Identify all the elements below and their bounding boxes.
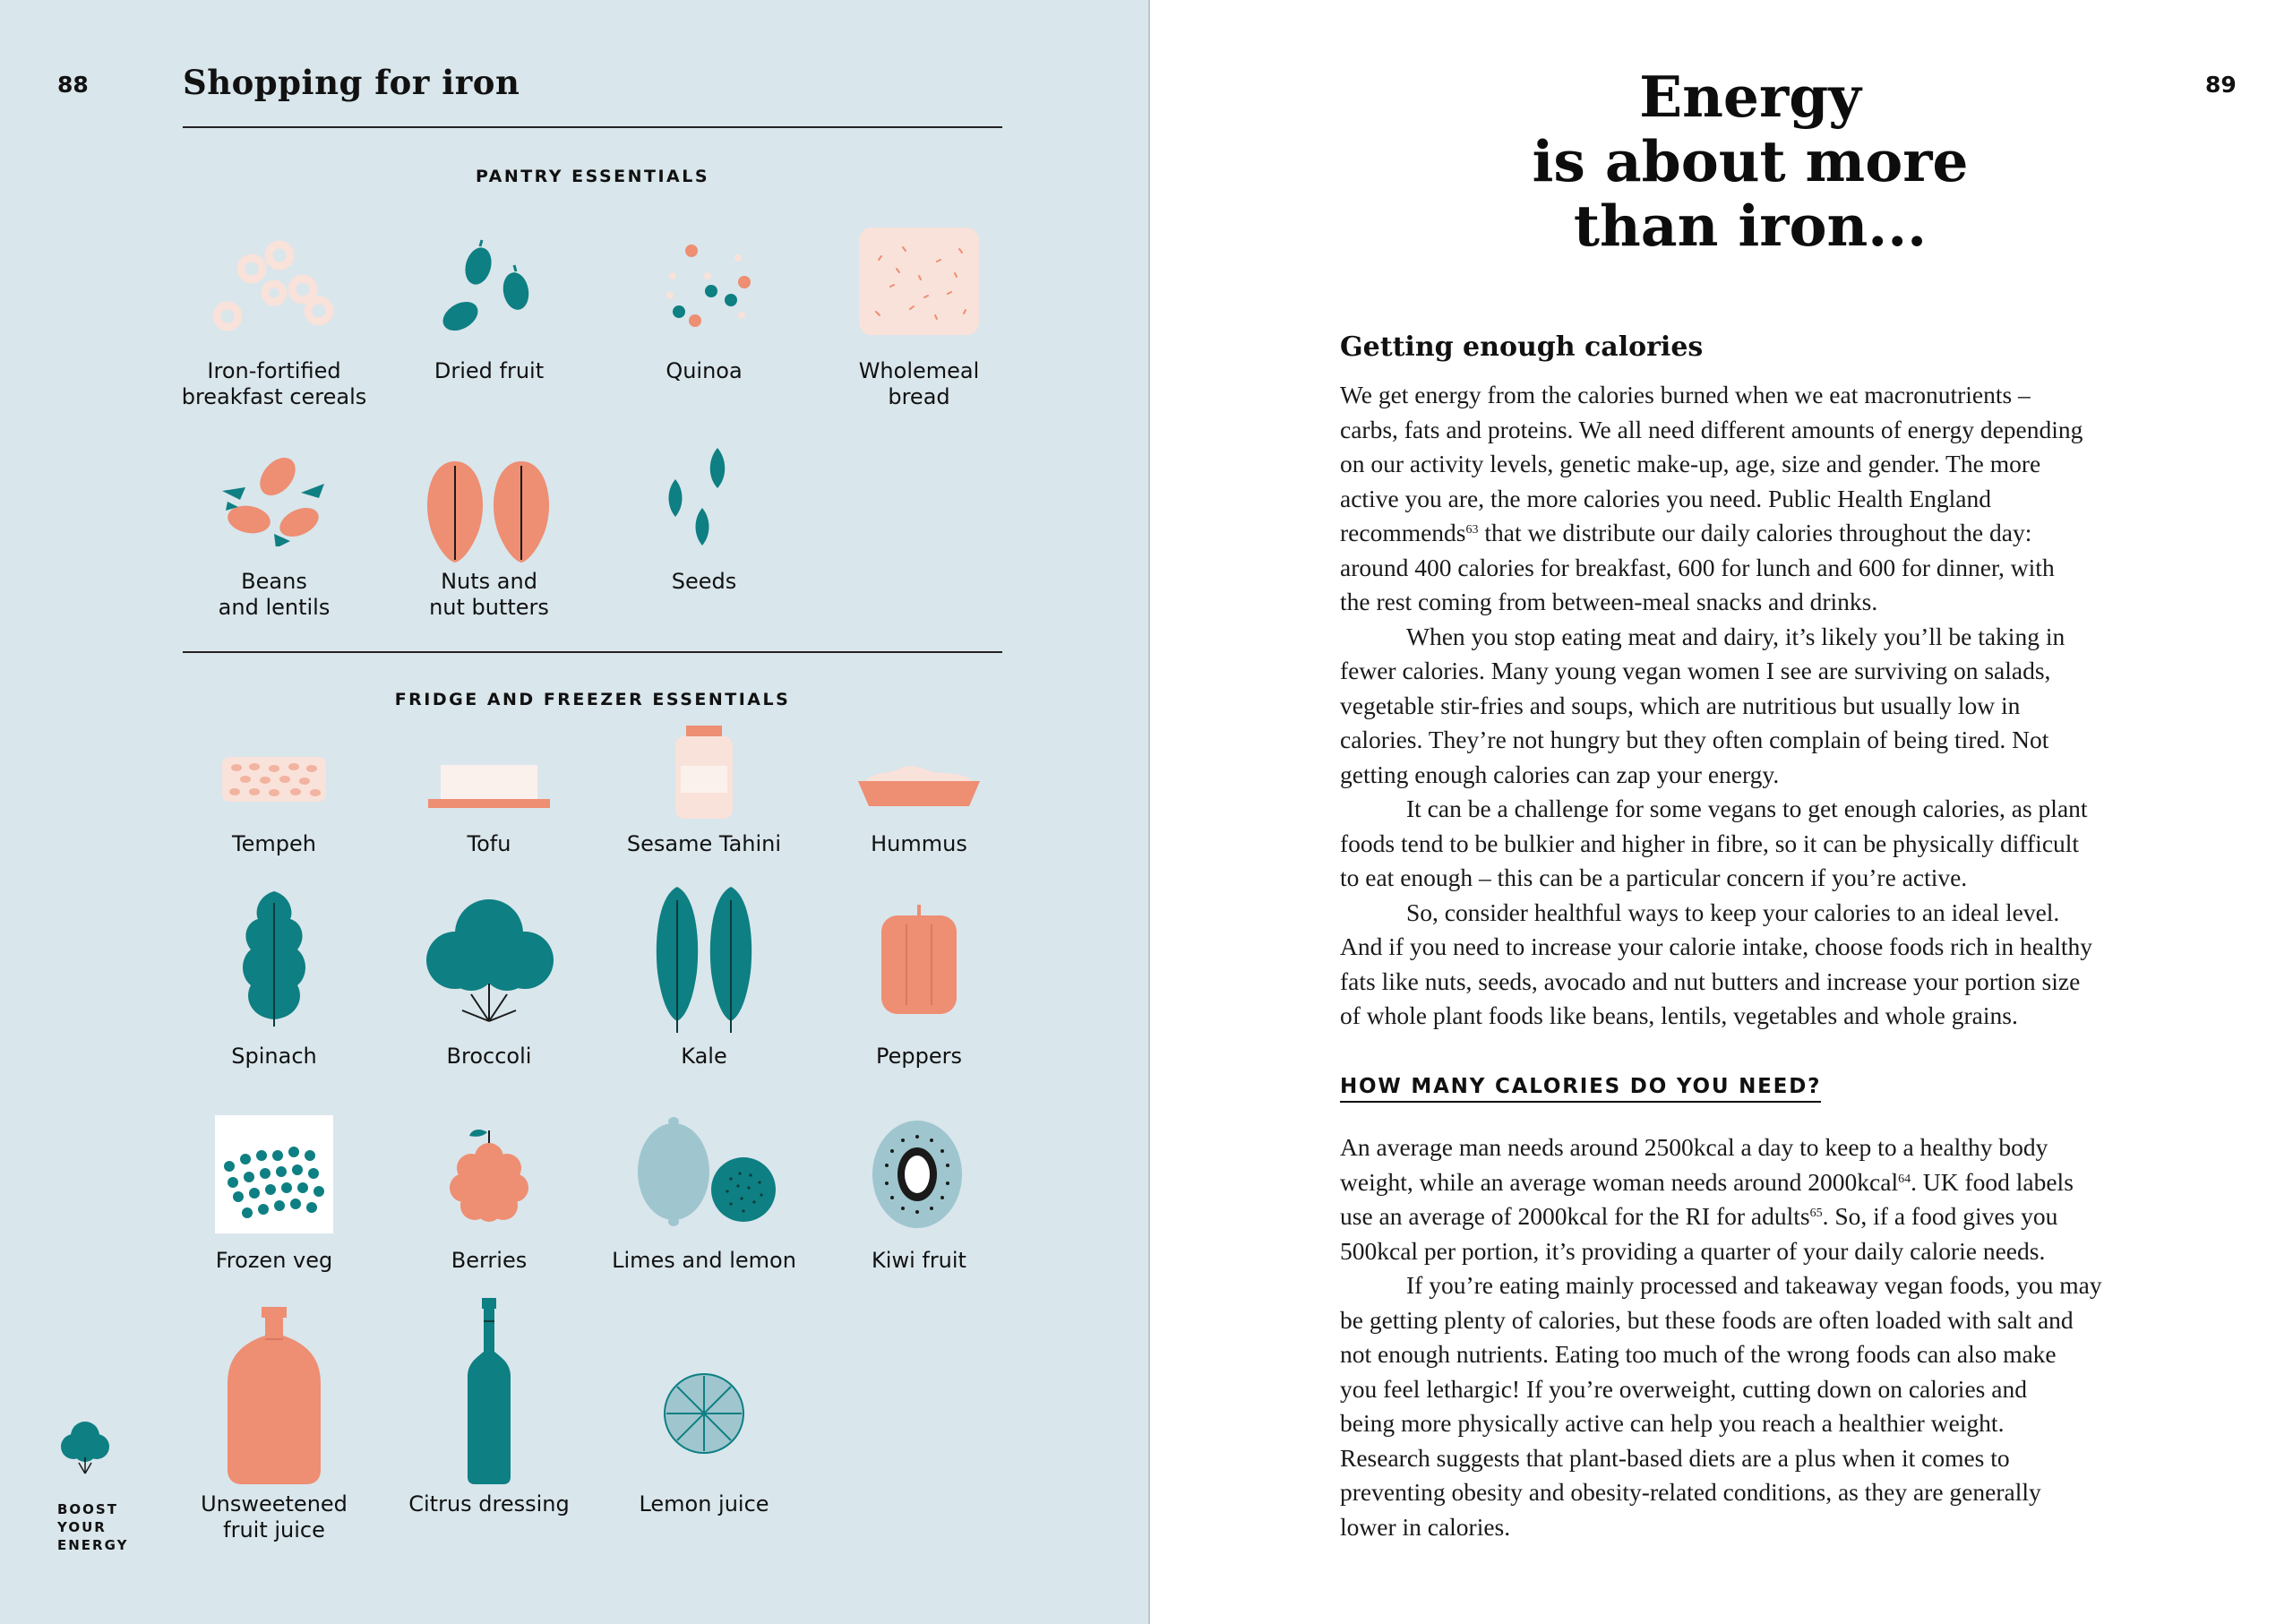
dressing-bottle-icon [382, 1294, 597, 1491]
pantry-label: Quinoa [666, 358, 743, 383]
kiwi-icon [812, 1115, 1026, 1232]
fridge-label: Berries [451, 1248, 528, 1273]
fridge-label: Unsweetened fruit juice [201, 1491, 348, 1542]
body-text-top: We get energy from the calories burned when we eat macronutrients – carbs, fats and proteins. We all need different amounts of energy depending on our activity levels, genetic make-up, age, size and gender. The more active you are, the more calories you need. Public Health England recommends$^{63}$ that we distribute our daily calories throughout the day: around 400 calories for breakfast, 600 for lunch and 600 for dinner, with the rest coming from between-meal snacks and drinks. When you stop eating meat and dairy, it’s likely you’ll be taking in fewer calories. Many young vegan women I see are surviving on salads, vegetable stir-fries and soups, which are nutritious but usually low in calories. They’re not hungry but they often complain of being tired. Not getting enough calories can zap your energy. It can be a challenge for some vegans to get enough calories, as plant foods tend to be bulkier and higher in fibre, so it can be physically difficult to eat enough – this can be a particular concern if you’re active. So, consider healthful ways to keep your calories to an ideal level. And if you need to increase your calorie intake, choose foods rich in healthy fats like nuts, seeds, avocado and nut butters and increase your portion size of whole plant foods like beans, lentils, vegetables and whole grains. [1340, 381, 2092, 1029]
beans-icon [167, 448, 382, 546]
fridge-label: Frozen veg [215, 1248, 333, 1273]
lime-lemon-icon [597, 1111, 812, 1236]
footnote-ref: 64 [1898, 1172, 1911, 1186]
fridge-label: Lemon juice [639, 1491, 769, 1517]
frozen-veg-icon [167, 1111, 382, 1236]
hummus-icon [812, 726, 1026, 824]
pantry-label: Iron-fortified breakfast cereals [181, 358, 367, 409]
page-number-right: 89 [2205, 72, 2237, 98]
tempeh-icon [167, 726, 382, 824]
page-number-left: 88 [57, 72, 89, 98]
section-rule [183, 651, 1002, 653]
pantry-heading: PANTRY ESSENTIALS [475, 167, 710, 186]
broccoli-logo-icon [57, 1420, 113, 1475]
section-heading: Getting enough calories [1340, 331, 1704, 363]
fridge-label: Spinach [231, 1044, 317, 1069]
seeds-icon [597, 443, 812, 560]
nuts-icon [382, 457, 597, 564]
body-text-bottom: An average man needs around 2500kcal a day to keep to a healthy body weight, while an average woman needs around 2000kcal$^{64}$. UK food labels use an average of 2000kcal for the RI for adults$^{65}$. So, if a food gives you 500kcal per portion, it’s providing a quarter of your daily calorie needs. If you’re eating mainly processed and takeaway vegan foods, you may be getting plenty of calories, but these foods are often loaded with salt and not enough nutrients. Eating too much of the wrong foods can also make you feel lethargic! If you’re overweight, cutting down on calories and being more physically active can help you reach a healthier weight. Research suggests that plant-based diets are a plus when it comes to preventing obesity and obesity-related conditions, as they are generally lower in calories. [1340, 1133, 2102, 1541]
brand-label: BOOST YOUR ENERGY [57, 1501, 129, 1553]
fridge-label: Citrus dressing [408, 1491, 570, 1517]
title-rule [183, 126, 1002, 128]
pepper-icon [812, 905, 1026, 1030]
pantry-label: Beans and lentils [218, 569, 331, 620]
fridge-label: Tofu [467, 831, 511, 856]
page-title-right: Energy is about more than iron... [1532, 64, 1969, 259]
fridge-heading: FRIDGE AND FREEZER ESSENTIALS [394, 690, 791, 709]
fridge-label: Kale [681, 1044, 727, 1069]
tahini-jar-icon [597, 721, 812, 824]
pantry-label: Seeds [671, 569, 737, 594]
berry-icon [382, 1120, 597, 1236]
pantry-label: Dried fruit [434, 358, 545, 383]
footnote-ref: 63 [1465, 523, 1479, 537]
pantry-label: Nuts and nut butters [429, 569, 549, 620]
dried-fruit-icon [382, 206, 597, 340]
lemon-slice-icon [597, 1371, 812, 1460]
fridge-label: Sesame Tahini [626, 831, 782, 856]
spinach-icon [167, 887, 382, 1030]
page-title-left: Shopping for iron [183, 63, 520, 102]
fridge-label: Limes and lemon [612, 1248, 796, 1273]
fridge-label: Tempeh [232, 831, 316, 856]
fridge-label: Peppers [876, 1044, 962, 1069]
broccoli-icon [382, 887, 597, 1030]
fridge-label: Kiwi fruit [872, 1248, 966, 1273]
cereal-icon [167, 206, 382, 340]
tofu-icon [382, 726, 597, 824]
fridge-label: Broccoli [446, 1044, 532, 1069]
fridge-label: Hummus [871, 831, 967, 856]
quinoa-icon [597, 206, 812, 340]
calories-heading: HOW MANY CALORIES DO YOU NEED? [1340, 1075, 1821, 1103]
bread-icon [812, 206, 1026, 340]
pantry-label: Wholemeal bread [858, 358, 980, 409]
kale-icon [597, 882, 812, 1035]
footnote-ref: 65 [1809, 1207, 1823, 1220]
juice-bottle-icon [167, 1303, 382, 1491]
